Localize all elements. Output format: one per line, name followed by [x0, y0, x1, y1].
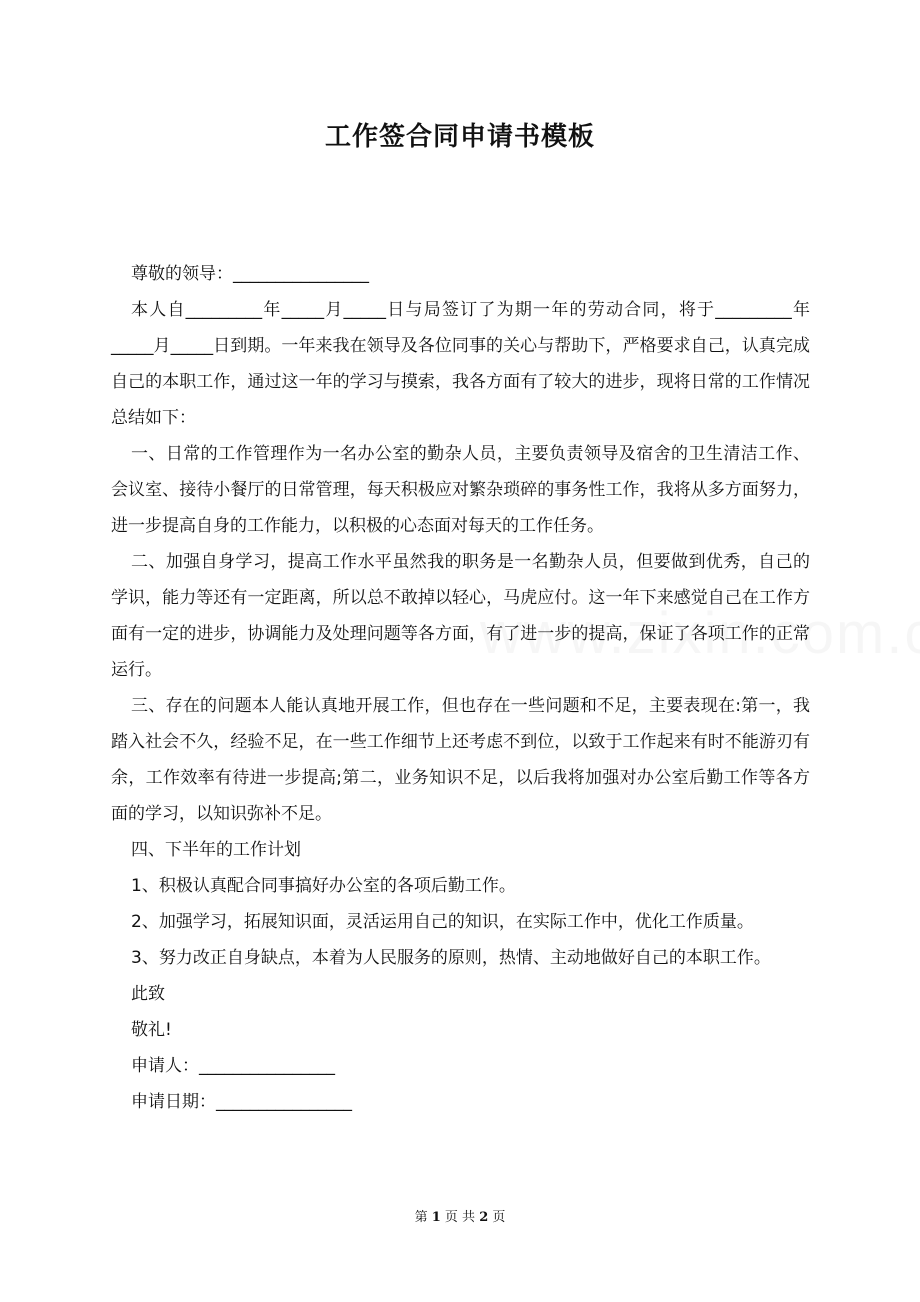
document-body [111, 256, 810, 1120]
section-two-paragraph: 二、加强自身学习，提高工作水平虽然我的职务是一名勤杂人员，但要做到优秀，自己的学识，能力等还有一定距离，所以总不敢掉以轻心，马虎应付。这一年下来感觉自己在工作方面有一定的进步，协调能力及处理问题等各方面，有了进一步的提高，保证了各项工作的正常运行。 [111, 552, 810, 680]
salutation: 尊敬的领导：________________ [131, 264, 369, 284]
total-pages-number: 2 [479, 1210, 489, 1225]
current-page-number: 1 [431, 1210, 441, 1225]
section-three-paragraph: 三、存在的问题本人能认真地开展工作，但也存在一些问题和不足，主要表现在:第一，我踏入社会不久，经验不足，在一些工作细节上还考虑不到位，以致于工作起来有时不能游刃有余，工作效率有待进一步提高;第二，业务知识不足，以后我将加强对办公室后勤工作等各方面的学习，以知识弥补不足。 [111, 696, 810, 824]
closing-1: 此致 [131, 984, 165, 1004]
footer-suffix: 页 [492, 1210, 506, 1225]
footer-middle: 页 共 [444, 1210, 476, 1225]
closing-2: 敬礼! [131, 1020, 172, 1040]
intro-paragraph: 本人自_________年_____月_____日与局签订了为期一年的劳动合同，将于_________年_____月_____日到期。一年来我在领导及各位同事的关心与帮助下，严格要求自己，认真完成自己的本职工作，通过这一年的学习与摸索，我各方面有了较大的进步，现将日常的工作情况总结如下： [111, 300, 810, 428]
page-footer [0, 1206, 920, 1225]
application-date-line: 申请日期：________________ [131, 1092, 352, 1112]
plan-item-1: 1、积极认真配合同事搞好办公室的各项后勤工作。 [131, 876, 516, 896]
plan-item-3: 3、努力改正自身缺点，本着为人民服务的原则，热情、主动地做好自己的本职工作。 [131, 948, 771, 968]
applicant-line: 申请人：________________ [131, 1056, 335, 1076]
document-title: 工作签合同申请书模板 [324, 122, 595, 152]
plan-item-2: 2、加强学习，拓展知识面，灵活运用自己的知识，在实际工作中，优化工作质量。 [131, 912, 754, 932]
footer-prefix: 第 [414, 1210, 428, 1225]
section-four-heading: 四、下半年的工作计划 [131, 840, 301, 860]
section-one-paragraph: 一、日常的工作管理作为一名办公室的勤杂人员，主要负责领导及宿舍的卫生清洁工作、会议室、接待小餐厅的日常管理，每天积极应对繁杂琐碎的事务性工作，我将从多方面努力，进一步提高自身的工作能力，以积极的心态面对每天的工作任务。 [111, 444, 810, 536]
